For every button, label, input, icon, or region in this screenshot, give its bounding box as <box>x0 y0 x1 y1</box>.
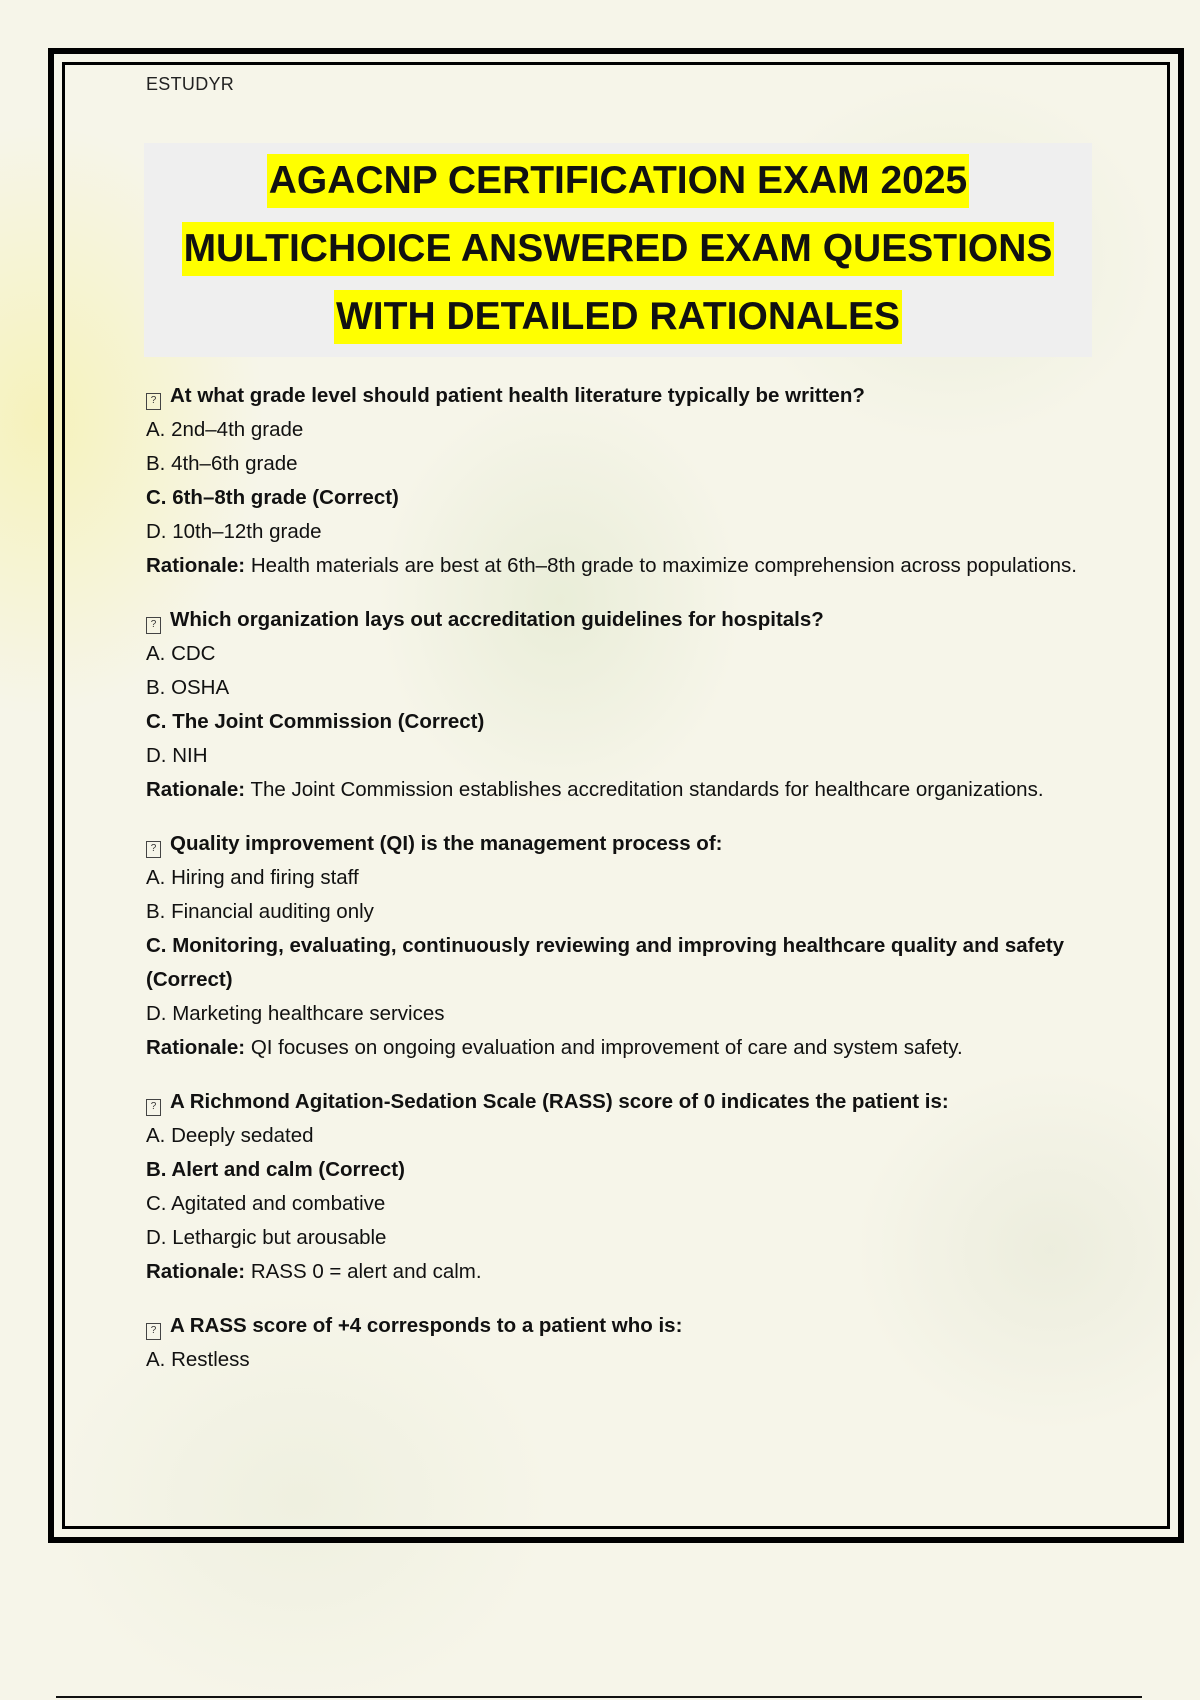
rationale-label: Rationale: <box>146 1260 246 1283</box>
rationale <box>146 549 1096 583</box>
option-d: D. Marketing healthcare services <box>146 1002 445 1025</box>
question-text: At what grade level should patient health literature typically be written? <box>170 384 865 407</box>
document-page <box>146 74 1096 1397</box>
rationale-label: Rationale: <box>146 554 246 577</box>
option-d: D. NIH <box>146 744 208 767</box>
option-c-correct: C. The Joint Commission (Correct) <box>146 710 485 733</box>
option-d: D. Lethargic but arousable <box>146 1226 387 1249</box>
option-a: A. 2nd–4th grade <box>146 418 304 441</box>
question-2 <box>146 603 1096 807</box>
question-5 <box>146 1309 1096 1377</box>
option-a: A. Deeply sedated <box>146 1124 314 1147</box>
rationale <box>146 1255 1096 1289</box>
question-text: A Richmond Agitation-Sedation Scale (RASS) score of 0 indicates the patient is: <box>170 1090 949 1113</box>
question-marker-icon: ? <box>146 617 161 634</box>
question-1 <box>146 379 1096 583</box>
document-title <box>144 143 1092 357</box>
question-text: Quality improvement (QI) is the management process of: <box>170 832 723 855</box>
rationale-label: Rationale: <box>146 1036 246 1059</box>
question-4 <box>146 1085 1096 1289</box>
question-marker-icon: ? <box>146 841 161 858</box>
rationale-text: The Joint Commission establishes accreditation standards for healthcare organizations. <box>250 778 1044 801</box>
option-c-correct: C. 6th–8th grade (Correct) <box>146 486 399 509</box>
rationale <box>146 1031 1096 1065</box>
option-a: A. Hiring and firing staff <box>146 866 359 889</box>
brand-label: ESTUDYR <box>146 74 235 94</box>
question-list <box>146 379 1096 1377</box>
option-a: A. CDC <box>146 642 216 665</box>
option-a: A. Restless <box>146 1348 250 1371</box>
question-text: Which organization lays out accreditation guidelines for hospitals? <box>170 608 824 631</box>
question-marker-icon: ? <box>146 393 161 410</box>
option-b-correct: B. Alert and calm (Correct) <box>146 1158 405 1181</box>
rationale <box>146 773 1096 807</box>
title-line-3: WITH DETAILED RATIONALES <box>334 290 902 344</box>
option-b: B. Financial auditing only <box>146 900 374 923</box>
option-b: B. OSHA <box>146 676 230 699</box>
rationale-text: QI focuses on ongoing evaluation and improvement of care and system safety. <box>250 1036 963 1059</box>
option-b: B. 4th–6th grade <box>146 452 298 475</box>
question-text: A RASS score of +4 corresponds to a patient who is: <box>170 1314 683 1337</box>
title-line-2: MULTICHOICE ANSWERED EXAM QUESTIONS <box>182 222 1055 276</box>
question-3 <box>146 827 1096 1065</box>
question-marker-icon: ? <box>146 1323 161 1340</box>
rationale-text: RASS 0 = alert and calm. <box>250 1260 482 1283</box>
rationale-label: Rationale: <box>146 778 246 801</box>
option-d: D. 10th–12th grade <box>146 520 322 543</box>
option-c: C. Agitated and combative <box>146 1192 386 1215</box>
footer-divider <box>56 1696 1142 1698</box>
title-line-1: AGACNP CERTIFICATION EXAM 2025 <box>267 154 970 208</box>
option-c-correct: C. Monitoring, evaluating, continuously reviewing and improving healthcare quality and safety (Correct) <box>146 934 1065 991</box>
rationale-text: Health materials are best at 6th–8th grade to maximize comprehension across populations. <box>250 554 1077 577</box>
question-marker-icon: ? <box>146 1099 161 1116</box>
